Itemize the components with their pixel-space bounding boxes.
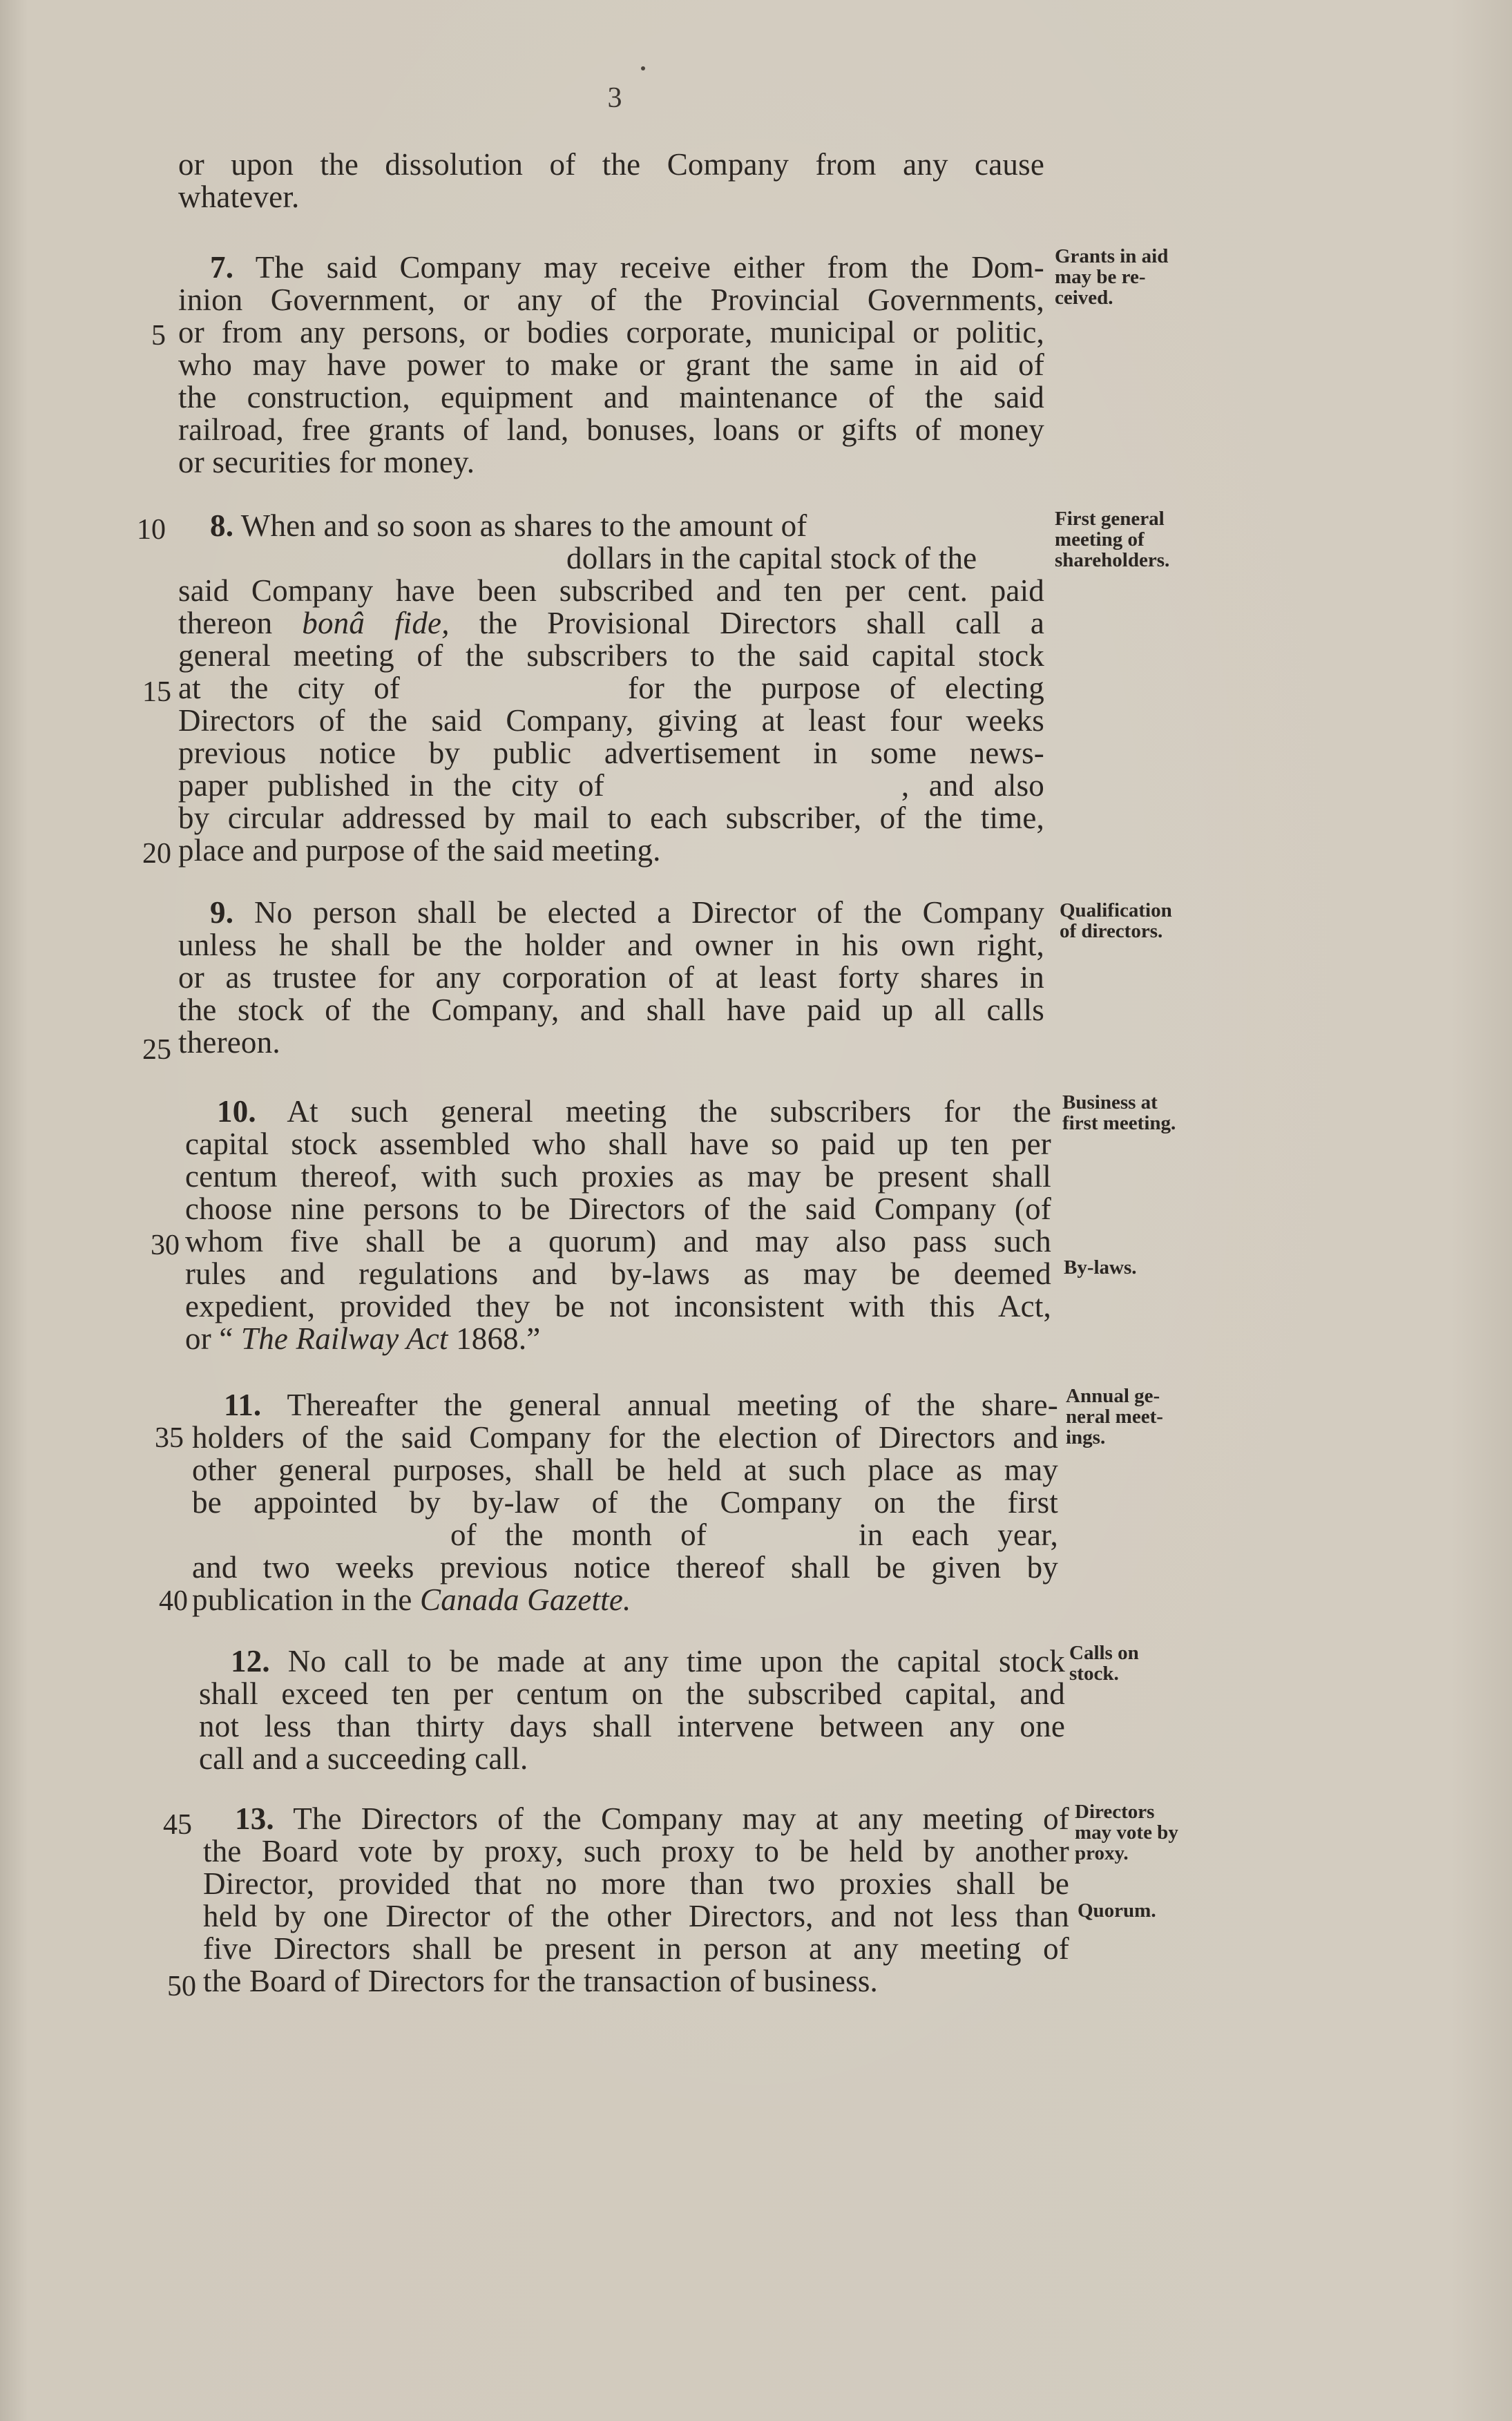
text-line [185, 1323, 1051, 1355]
section-13 [203, 1803, 1069, 1998]
italic-title: Canada Gazette. [420, 1582, 631, 1617]
text-line: whom five shall be a quorum) and may also pass such [185, 1224, 1051, 1259]
line-text: of the month of [450, 1518, 707, 1552]
line-number: 40 [159, 1585, 188, 1617]
text-line [192, 1389, 1058, 1422]
text-line: general meeting of the subscribers to the said capital stock [178, 638, 1044, 673]
text-line: the Board of Directors for the transaction of business. [203, 1964, 878, 1998]
section-number: 8. [210, 508, 234, 543]
margin-line: Business at [1062, 1091, 1158, 1113]
line-text: No call to be made at any time upon the capital stock [287, 1644, 1066, 1678]
paragraph-continuation [178, 149, 1044, 213]
text-line: not less than thirty days shall intervene between any one [199, 1709, 1065, 1743]
text-line: five Directors shall be present in person at any meeting of [203, 1931, 1069, 1966]
margin-line: Grants in aid [1055, 245, 1169, 267]
section-number: 7. [210, 250, 234, 285]
line-text: or “ [185, 1321, 233, 1356]
line-text: 1868.” [456, 1321, 541, 1356]
text-line: the construction, equipment and maintenance of the said [178, 380, 1044, 414]
text-line: and two weeks previous notice thereof shall be given by [192, 1550, 1058, 1585]
margin-line: of directors. [1060, 920, 1163, 942]
margin-note-by-laws [1064, 1257, 1137, 1278]
text-line: previous notice by public advertisement in some news- [178, 736, 1044, 770]
line-text: at the city of [178, 671, 401, 705]
text-line [178, 251, 1044, 284]
text-line: held by one Director of the other Directors, and not less than [203, 1899, 1069, 1933]
margin-line: By-laws. [1064, 1256, 1137, 1279]
text-line: place and purpose of the said meeting. [178, 833, 661, 868]
margin-note-grants [1055, 246, 1168, 308]
line-number: 25 [142, 1034, 171, 1066]
line-number: 30 [151, 1229, 180, 1261]
text-line: unless he shall be the holder and owner in his own right, [178, 928, 1044, 962]
text-line: Director, provided that no more than two proxies shall be [203, 1866, 1069, 1901]
text-line: centum thereof, with such proxies as may be present shall [185, 1159, 1051, 1194]
margin-line: Directors [1075, 1801, 1155, 1823]
section-number: 13. [235, 1801, 274, 1836]
text-line [178, 607, 1044, 640]
text-line: choose nine persons to be Directors of the said Company (of [185, 1192, 1051, 1226]
text-line [178, 510, 1044, 542]
line-number: 50 [167, 1971, 196, 2002]
text-line [178, 769, 1044, 802]
text-line: shall exceed ten per centum on the subscribed capital, and [199, 1676, 1065, 1711]
section-11 [192, 1389, 1058, 1616]
text-line: dollars in the capital stock of the [566, 541, 977, 575]
text-line: holders of the said Company for the election of Directors and [192, 1420, 1058, 1455]
margin-line: First general [1055, 508, 1165, 530]
text-line [203, 1803, 1069, 1835]
text-line: be appointed by by-law of the Company on the first [192, 1485, 1058, 1520]
line-number: 35 [155, 1422, 184, 1454]
margin-line: Quorum. [1078, 1900, 1156, 1922]
page-number: 3 [607, 82, 622, 114]
text-line: or from any persons, or bodies corporate, municipal or politic, [178, 315, 1044, 350]
margin-line: may vote by [1075, 1821, 1178, 1844]
section-number: 9. [210, 895, 234, 930]
line-text: paper published in the city of [178, 768, 604, 803]
text-line: the stock of the Company, and shall have paid up all calls [178, 993, 1044, 1027]
margin-line: meeting of [1055, 528, 1145, 551]
text-line [192, 1584, 1058, 1616]
text-line: who may have power to make or grant the same in aid of [178, 347, 1044, 382]
line-text: At such general meeting the subscribers for the [287, 1094, 1052, 1129]
line-text: The Directors of the Company may at any meeting of [293, 1801, 1069, 1836]
text-line: said Company have been subscribed and ten per cent. paid [178, 573, 1044, 608]
italic-title: The Railway Act [240, 1321, 448, 1356]
section-8 [178, 510, 1044, 867]
section-number: 12. [231, 1644, 270, 1678]
line-text: thereon [178, 606, 273, 640]
margin-note-calls [1069, 1643, 1139, 1684]
line-text: No person shall be elected a Director of the Company [253, 895, 1044, 930]
line-text: The said Company may receive either from the Dom- [255, 250, 1044, 285]
line-text: publication in the [192, 1582, 412, 1617]
margin-line: may be re- [1055, 266, 1146, 288]
margin-line: neral meet- [1066, 1406, 1163, 1428]
text-line: rules and regulations and by-laws as may be deemed [185, 1256, 1051, 1291]
line-number: 10 [137, 514, 166, 546]
text-line [185, 1095, 1051, 1128]
margin-note-business [1062, 1092, 1176, 1133]
ink-speck [641, 66, 645, 70]
line-text: the Provisional Directors shall call a [479, 606, 1045, 640]
italic-phrase: bonâ fide, [302, 606, 450, 640]
text-line: or securities for money. [178, 445, 475, 479]
margin-line: shareholders. [1055, 549, 1170, 571]
section-10 [185, 1095, 1051, 1355]
margin-line: ings. [1066, 1426, 1106, 1448]
text-line [192, 1519, 1058, 1551]
line-text: for the purpose of electing [628, 671, 1045, 705]
margin-line: ceived. [1055, 287, 1113, 309]
margin-note-quorum [1078, 1900, 1156, 1921]
text-line: Directors of the said Company, giving at least four weeks [178, 703, 1044, 738]
text-line [178, 897, 1044, 929]
text-line: capital stock assembled who shall have so paid up ten per [185, 1127, 1051, 1161]
line-number: 45 [163, 1809, 192, 1841]
text-line: railroad, free grants of land, bonuses, loans or gifts of money [178, 412, 1044, 447]
section-9 [178, 897, 1044, 1059]
margin-line: Annual ge- [1066, 1385, 1160, 1407]
margin-line: first meeting. [1062, 1112, 1176, 1134]
line-number: 5 [151, 320, 166, 352]
line-text: , and also [901, 768, 1044, 803]
line-number: 15 [142, 676, 171, 708]
text-line: inion Government, or any of the Provincial Governments, [178, 283, 1044, 317]
text-line: the Board vote by proxy, such proxy to be held by another [203, 1834, 1069, 1868]
margin-note-qualification [1060, 900, 1172, 941]
line-text: in each year, [859, 1518, 1059, 1552]
margin-line: Calls on [1069, 1642, 1139, 1664]
text-line: other general purposes, shall be held at such place as may [192, 1453, 1058, 1487]
line-text: When and so soon as shares to the amount of [240, 508, 807, 543]
text-line: thereon. [178, 1025, 280, 1060]
margin-note-first-meeting [1055, 508, 1169, 571]
margin-note-annual-meetings [1066, 1386, 1163, 1448]
text-line [178, 672, 1044, 705]
text-line: or as trustee for any corporation of at least forty shares in [178, 960, 1044, 995]
text-line [199, 1645, 1065, 1678]
line-text: Thereafter the general annual meeting of the share- [287, 1388, 1058, 1422]
text-line: whatever. [178, 180, 300, 214]
margin-line: proxy. [1075, 1842, 1129, 1864]
section-12 [199, 1645, 1065, 1775]
line-number: 20 [142, 838, 171, 870]
margin-note-proxy [1075, 1801, 1178, 1864]
section-7 [178, 251, 1044, 479]
text-line: or upon the dissolution of the Company from any cause [178, 147, 1044, 182]
margin-line: Qualification [1060, 899, 1172, 921]
text-line: by circular addressed by mail to each subscriber, of the time, [178, 801, 1044, 835]
text-line: call and a succeeding call. [199, 1741, 528, 1776]
margin-line: stock. [1069, 1663, 1119, 1685]
text-line: expedient, provided they be not inconsistent with this Act, [185, 1289, 1051, 1323]
section-number: 10. [217, 1094, 256, 1129]
section-number: 11. [224, 1388, 262, 1422]
